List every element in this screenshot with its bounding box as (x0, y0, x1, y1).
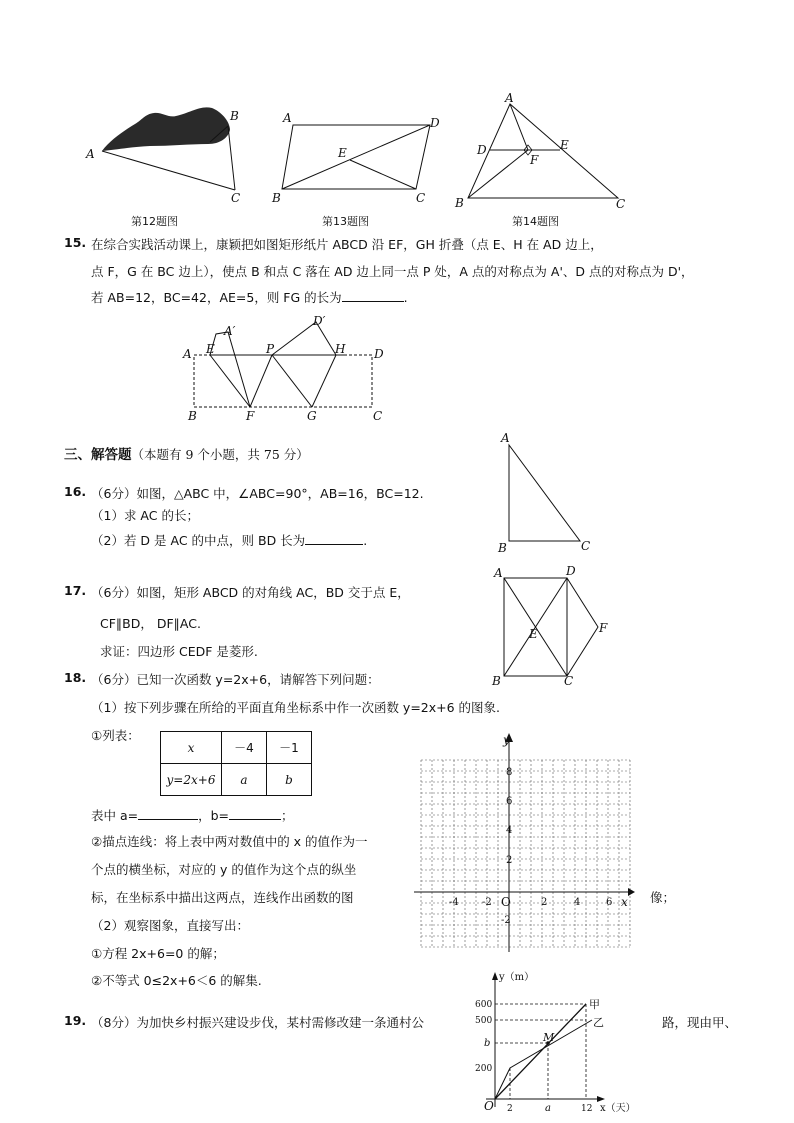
table-row (161, 764, 312, 796)
q19-xlabel: x（天） (600, 1103, 636, 1114)
q17-figure (488, 565, 613, 690)
q15-label-ap: A′ (224, 324, 236, 338)
table-cell: y=2x+6 (161, 764, 222, 796)
q15-line3-text: 若 AB=12，BC=42，AE=5，则 FG 的长为 (91, 290, 342, 305)
fig12-label-b: B (230, 109, 239, 123)
q18-table-blanks (91, 806, 294, 824)
table-cell: a (222, 764, 267, 796)
x-tick-label: -2 (482, 897, 492, 908)
q19-series-jia: 甲 (589, 998, 600, 1011)
q18-stem: （6分）已知一次函数 y=2x+6，请解答下列问题： (91, 672, 380, 687)
table-cell: b (267, 764, 312, 796)
q19-chart (466, 965, 646, 1120)
q19-xtick-12: 12 (581, 1104, 593, 1114)
q19-number: 19. (64, 1013, 87, 1028)
q18-part1: （1）按下列步骤在所给的平面直角坐标系中作一次函数 y=2x+6 的图象. (91, 700, 501, 715)
q18-step2-line3: 标，在坐标系中描出这两点，连线作出函数的图 (91, 890, 354, 905)
grid-y-label: y (503, 733, 510, 747)
q19-text-right: 路，现由甲、 (662, 1015, 738, 1030)
q16-stem: （6分）如图，△ABC 中，∠ABC=90°，AB=16，BC=12. (91, 486, 424, 501)
section3-note: （本题有 9 个小题，共 75 分） (131, 447, 309, 462)
q19-xtick-2: 2 (507, 1104, 513, 1114)
fig14-label-c: C (616, 197, 626, 210)
q16-part2 (91, 531, 367, 549)
fig14-label-d: D (477, 143, 487, 157)
fig13-label-b: B (272, 191, 281, 205)
q18-blank-a[interactable] (138, 807, 198, 820)
q15-line2: 点 F，G 在 BC 边上），使点 B 和点 C 落在 AD 边上同一点 P 处，A 点的对称点为 A'、D 点的对称点为 D'， (91, 264, 694, 279)
q16-number: 16. (64, 484, 87, 499)
caption-fig14: 第14题图 (512, 215, 559, 228)
q19-ytick-b: b (484, 1038, 491, 1049)
q15-label-e: E (206, 342, 215, 356)
grid-lines (421, 760, 630, 947)
q19-text-left: （8分）为加快乡村振兴建设步伐，某村需修改建一条通村公 (91, 1015, 424, 1030)
figure-13 (270, 105, 450, 215)
y-tick-label: 8 (506, 767, 513, 778)
q19-origin: O (484, 1099, 494, 1113)
q19-ytick-500: 500 (475, 1016, 493, 1026)
q19-xtick-a: a (545, 1103, 551, 1114)
y-tick-label: -2 (501, 915, 511, 926)
q15-label-b: B (188, 409, 197, 423)
x-tick-labels (449, 897, 612, 908)
x-tick-label: 4 (574, 897, 581, 908)
q18-sub2: ②不等式 0≤2x+6＜6 的解集. (91, 973, 262, 988)
q17-prove: 求证：四边形 CEDF 是菱形. (100, 644, 258, 659)
q17-label-d: D (566, 565, 576, 578)
x-axis-arrow (628, 888, 635, 896)
q19-x-arrow (597, 1096, 605, 1102)
section3-heading (64, 443, 309, 463)
q15-answer-blank[interactable] (342, 289, 404, 302)
x-tick-label: 6 (606, 897, 613, 908)
fig13-label-d: D (430, 116, 440, 130)
figure-12 (80, 100, 250, 220)
q15-figure (180, 310, 390, 425)
fig13-label-c: C (416, 191, 426, 205)
q18-step2-tail: 像； (650, 890, 676, 905)
q15-label-h: H (335, 342, 346, 356)
x-tick-label: -4 (449, 897, 459, 908)
q16-answer-blank[interactable] (305, 532, 363, 545)
q15-label-d: D (374, 347, 384, 361)
grid-x-label: x (621, 895, 628, 909)
q15-line1: 在综合实践活动课上，康颖把如图矩形纸片 ABCD 沿 EF，GH 折叠（点 E、H 在 AD 边上， (91, 237, 603, 252)
q16-part2-text: （2）若 D 是 AC 的中点，则 BD 长为 (91, 533, 306, 548)
grid-origin: O (501, 895, 511, 909)
series-jia-line (495, 1004, 586, 1099)
q19-point-m: M (543, 1031, 555, 1044)
q15-label-p: P (266, 342, 275, 356)
q16-label-b: B (498, 541, 507, 555)
q18-blank-b[interactable] (229, 807, 281, 820)
q15-line3 (91, 288, 408, 306)
figure-14 (450, 90, 630, 210)
q17-stem: （6分）如图，矩形 ABCD 的对角线 AC，BD 交于点 E， (91, 585, 410, 600)
q17-condition: CF∥BD， DF∥AC. (100, 616, 201, 631)
q18-step2-line2: 个点的横坐标，对应的 y 的值作为这个点的纵坐 (91, 862, 357, 877)
q17-number: 17. (64, 583, 87, 598)
q19-y-arrow (492, 972, 498, 980)
table-cell: －4 (222, 732, 267, 764)
q19-series-yi: 乙 (593, 1016, 604, 1029)
q19-ylabel: y（m） (499, 972, 535, 983)
fig14-label-f: F (530, 153, 539, 167)
fig13-label-a: A (283, 111, 292, 125)
q19-ytick-200: 200 (475, 1064, 493, 1074)
caption-fig13: 第13题图 (322, 215, 369, 228)
q16-part2-end: . (363, 533, 368, 548)
fig12-label-a: A (86, 147, 95, 161)
q18-coordinate-grid (410, 730, 635, 955)
x-tick-label: 2 (541, 897, 548, 908)
caption-fig12: 第12题图 (131, 215, 178, 228)
y-tick-label: 2 (506, 855, 513, 866)
y-tick-label: 4 (506, 825, 513, 836)
q15-label-f: F (246, 409, 255, 423)
q15-label-dp: D′ (313, 314, 326, 328)
irregular-shape (102, 107, 230, 151)
q17-label-a: A (494, 566, 503, 580)
q18-blanks-mid: ，b= (198, 808, 230, 823)
q15-label-g: G (307, 409, 317, 423)
q17-label-c: C (564, 674, 574, 688)
q15-label-a: A (183, 347, 192, 361)
q17-label-e: E (529, 627, 538, 641)
fig14-label-a: A (505, 91, 514, 105)
q18-blanks-pre: 表中 a= (91, 808, 139, 823)
q18-step2-line1: ②描点连线：将上表中两对数值中的 x 的值作为一 (91, 834, 368, 849)
q16-label-a: A (501, 431, 510, 445)
q16-label-c: C (581, 539, 591, 553)
q19-ytick-600: 600 (475, 1000, 493, 1010)
q18-number: 18. (64, 670, 87, 685)
table-row (161, 732, 312, 764)
q15-label-c: C (373, 409, 383, 423)
q18-part2: （2）观察图象，直接写出： (91, 918, 249, 933)
q18-blanks-end: ； (281, 808, 294, 823)
q15-number: 15. (64, 235, 87, 250)
q17-label-f: F (599, 621, 608, 635)
fig14-label-e: E (560, 138, 569, 152)
table-cell: －1 (267, 732, 312, 764)
y-tick-label: 6 (506, 796, 513, 807)
fig12-label-c: C (231, 191, 241, 205)
fig14-label-b: B (455, 196, 464, 210)
q16-part1: （1）求 AC 的长； (91, 508, 199, 523)
q17-label-b: B (492, 674, 501, 688)
section3-title: 三、解答题 (64, 447, 132, 463)
q16-figure (495, 428, 605, 558)
table-cell: x (161, 732, 222, 764)
q18-value-table (160, 731, 312, 796)
q18-sub1: ①方程 2x+6=0 的解； (91, 946, 225, 961)
fig13-label-e: E (338, 146, 347, 160)
q18-step1: ①列表： (91, 728, 140, 743)
q15-line3-end: . (403, 290, 408, 305)
